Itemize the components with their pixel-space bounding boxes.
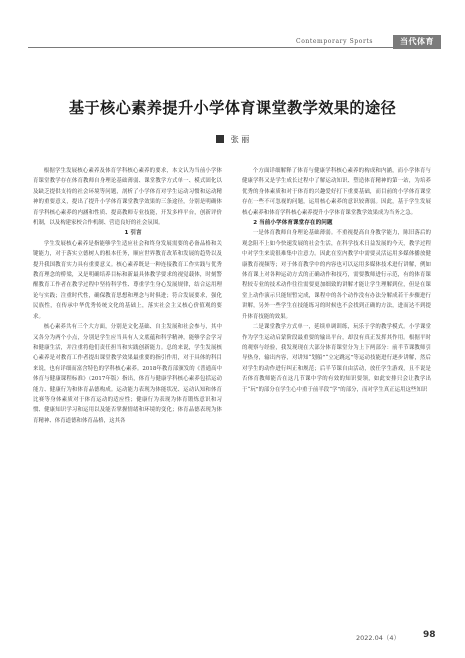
left-column (33, 166, 222, 616)
body-paragraph: 学生发展核心素养是指能够学生适应社会和终身发展需要的必备品格和关键能力，对于落实立德树人的根本任务，顺应世界教育改革和发展的趋势以及提升我国教育实力具有重要意义。核心素养既是一种连接教育工作实践与优秀教育理念的桥梁，又是明确培养目标和新最具体教学要求的视觉载体，时刻警醒教育工作者在教学过程中坚持科学性、尊重学生身心发展规律，结合运用理论与实践；注重时代性，确保教育思想和理念与时俱进；符合发展要求，强化民族性，在传承中华优秀传统文化的基础上，落实社会主义核心价值观的要求。 (33, 240, 222, 320)
body-paragraph: 一是体育教师自身理论基础薄弱。不重视提高自身教学能力，陈旧落后的观念阻不上如今快速发展的社会生活，在科学技术日益发展的今天，教学过程中对学生来说很难集中注意力。因此在室内教学中需要灵活运用多媒体播放健康教育视频等；对于体育教学中的内容也可以运用多媒体技术进行讲解，例如体育课上对各种运动方式的正确动作和技巧，需要教师进行示范，有的体育课程较专业的技术动作往往需要更加细致的讲解才能让学生理解到位，但是在课堂上动作演示只能短暂完成，课程中的各个动作没有办法分解成若干步骤进行讲解，另外一些学生在技能练习的时候也不会找到正确的方法，进而达不到提升体育技能的效果。 (242, 230, 431, 320)
section-heading-problems: 2 当前小学体育课堂存在的问题 (253, 220, 333, 227)
section-heading-introduction: 1 引言 (124, 230, 142, 237)
article-title: 基于核心素养提升小学体育课堂教学效果的途径 (68, 99, 397, 117)
journal-english-name: Contemporary Sports (296, 38, 374, 45)
body-paragraph: 个方面详细解释了体育与健康学科核心素养的构成和内涵，而小学体育与健康学科又是学生成长过程中了解运动知识、塑造体育精神的第一站，为培养优秀的身体素质和对于体育的兴趣爱好打下重要基础，而目前的小学体育课堂存在一些不可忽视的问题，运用核心素养的意识较薄弱。因此，基于学生发展核心素养和体育学科核心素养提升小学体育课堂教学效果成为当务之急。 (242, 168, 431, 216)
author-name: 张 丽 (230, 135, 250, 144)
article-author (0, 134, 465, 145)
body-paragraph: 二是课堂教学方式单一，延续单调训练，玩乐于学的教学模式。小学课堂作为学生运动启蒙阶段最重要的输出平台，却没有真正发挥其作用。根据平时的观察与经验，我发现现在大部分体育课堂分为上下两部分：前半节课教师引导热身，输出内容，对讲知“划船”“立定跳远”等运动技能进行逐步讲解，然后对学生的动作进行纠正和规范；后半节课自由活动，放任学生游戏，且不说是否体育教师能否在这几节课中学的有效的知识要领，如此安排只会让教学出于“玩”的部分在学生心中重于前半段“学”的部分，而对学生真正运用这些知识 (242, 324, 431, 393)
page-number: 98 (423, 630, 436, 640)
body-paragraph: 核心素养共有三个大方面，分别是文化基础、自主发展和社会参与，其中又各分为两个小点，分别是学生应当具有人文底蕴和科学精神，能够学会学习和健康生活，并注重将他们责任担当和实践创新能力。总的来说，学生发展核心素养是对教育工作者提出课堂教学效果最重要的指引作用，对于具体的科目来说，也有详细而富含特色的学科核心素养。2018年教育部颁发的《普通高中体育与健康课程标准》（2017年版）指出，体育与健康学科核心素养包括运动能力、健康行为和体育品德构成。运动能力表现为体能状况、运动认知和体育比赛等身体素质对于体育运动的适应性；健康行为表现为体育锻炼意识和习惯、健康知识学习和运用以及能否掌握情绪和环境的变化；体育品德表现为体育精神、体育道德和体育品格，这其各 (33, 324, 222, 424)
abstract-paragraph: 根据学生发展核心素养及体育学科核心素养的要求，本文认为当前小学体育课堂教学存在体育教师自身理论基础薄弱、课堂教学方式单一、模式固化以及缺乏提供支持的社会环境等问题，剖析了小学体育对学生运动习惯和运动精神的重要意义，提出了提升小学体育课堂教学效果的三条途径，分别是明确体育学科核心素养的内涵和性质、提高教师专业技能，开发多样平台，创新评价机制，以及构建家校合作机制、营造良好的社会氛围。 (33, 168, 222, 227)
header-rule (28, 47, 430, 48)
author-square-icon (216, 135, 224, 143)
issue-number: 2022.04（4） (356, 634, 401, 642)
right-column (242, 166, 431, 616)
journal-badge: 当代体育 (393, 35, 441, 49)
